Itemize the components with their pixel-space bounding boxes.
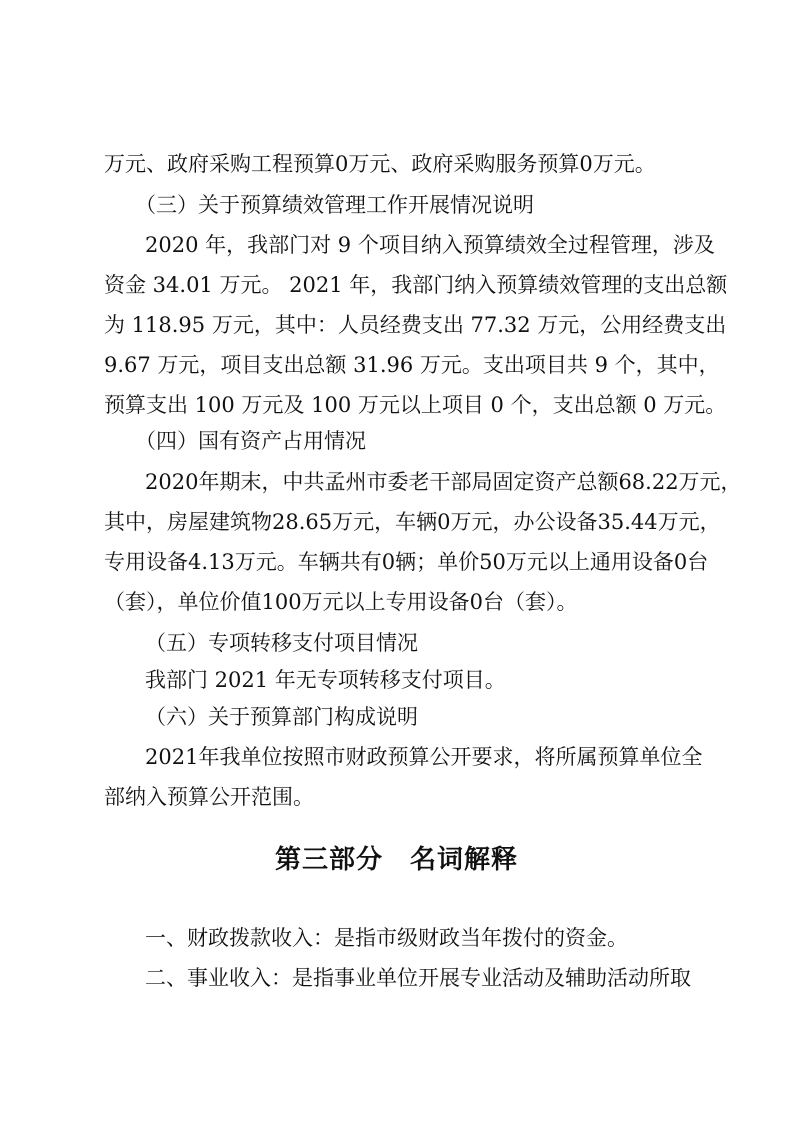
paragraph-line: 2021年我单位按照市财政预算公开要求，将所属预算单位全: [145, 745, 703, 769]
paragraph-line: 资金 34.01 万元。 2021 年，我部门纳入预算绩效管理的支出总额: [104, 273, 728, 297]
paragraph-line: （套），单位价值100万元以上专用设备0台（套）。: [104, 590, 578, 614]
section-heading-6: （六）关于预算部门构成说明: [145, 705, 418, 729]
section-heading-4: （四）国有资产占用情况: [135, 429, 366, 453]
paragraph-line: 专用设备4.13万元。车辆共有0辆；单价50万元以上通用设备0台: [104, 550, 709, 574]
paragraph-line: 预算支出 100 万元及 100 万元以上项目 0 个，支出总额 0 万元。: [104, 393, 727, 417]
section-heading-3: （三）关于预算绩效管理工作开展情况说明: [135, 193, 534, 217]
paragraph-line: 万元、政府采购工程预算0万元、政府采购服务预算0万元。: [104, 152, 656, 176]
paragraph-line: 其中，房屋建筑物28.65万元，车辆0万元，办公设备35.44万元，: [104, 510, 721, 534]
paragraph-line: 为 118.95 万元，其中：人员经费支出 77.32 万元，公用经费支出: [104, 313, 727, 337]
part-three-title: 第三部分 名词解释: [274, 845, 518, 875]
paragraph-line: 部纳入预算公开范围。: [104, 785, 314, 809]
paragraph-line: 2020 年，我部门对 9 个项目纳入预算绩效全过程管理，涉及: [145, 233, 715, 257]
definition-item: 二、事业收入：是指事业单位开展专业活动及辅助活动所取: [145, 966, 691, 990]
paragraph-line: 9.67 万元，项目支出总额 31.96 万元。支出项目共 9 个，其中，: [104, 353, 720, 377]
paragraph-line: 我部门 2021 年无专项转移支付项目。: [145, 668, 506, 692]
section-heading-5: （五）专项转移支付项目情况: [145, 631, 418, 655]
paragraph-line: 2020年期末，中共孟州市委老干部局固定资产总额68.22万元，: [145, 470, 742, 494]
definition-item: 一、财政拨款收入：是指市级财政当年拨付的资金。: [145, 926, 628, 950]
